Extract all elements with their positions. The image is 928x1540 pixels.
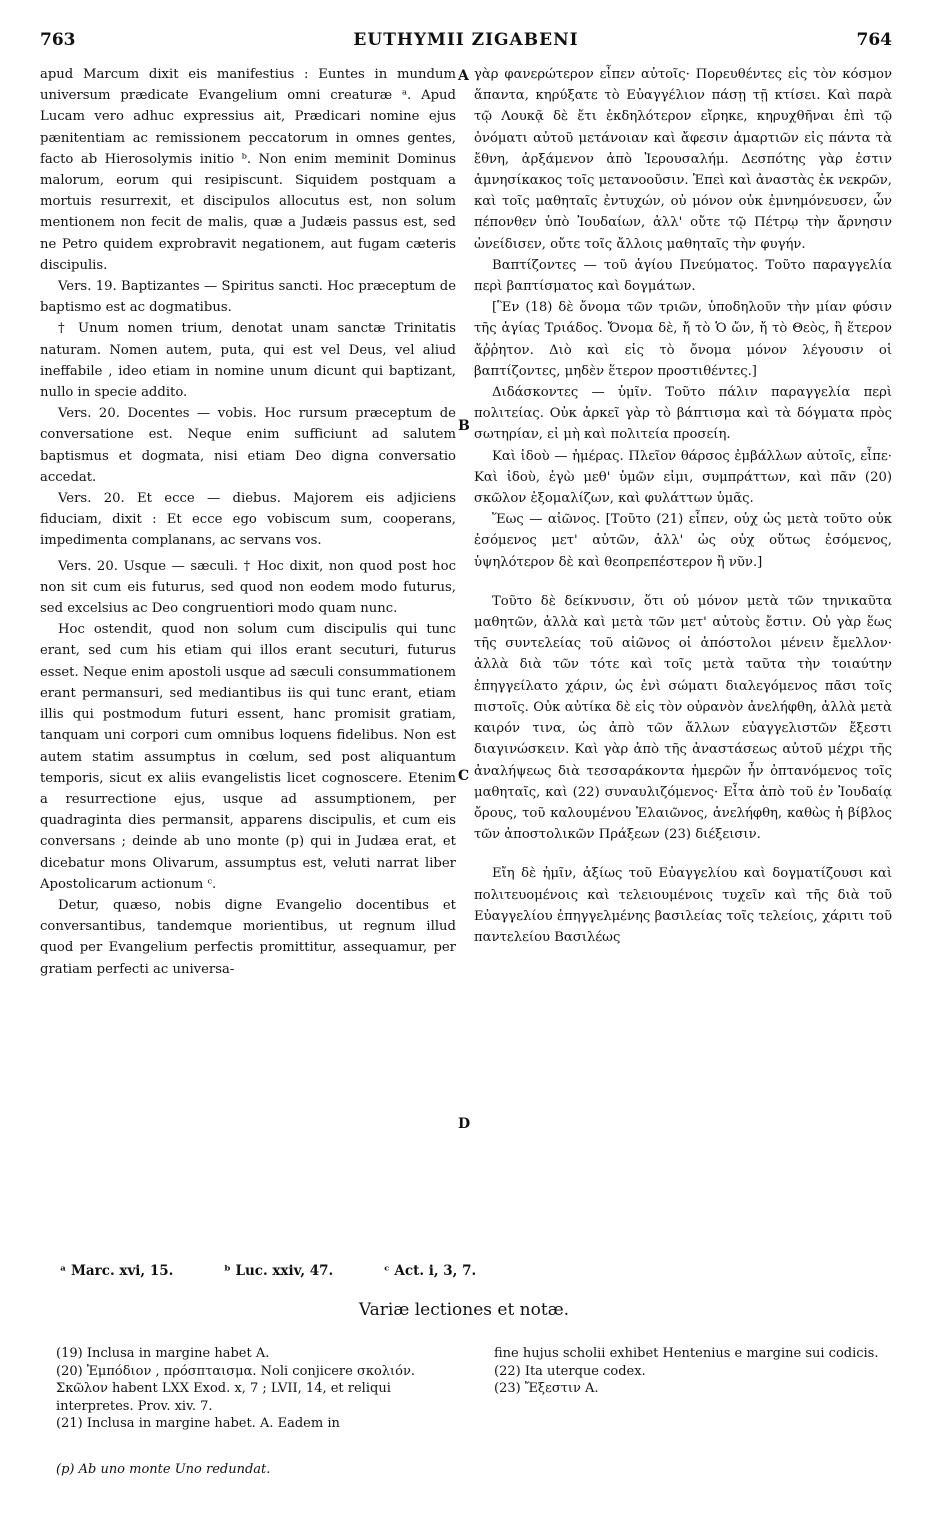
footnote: ᵃ Marc. xvi, 15. (60, 1263, 174, 1279)
note: (19) Inclusa in margine habet A. (56, 1346, 270, 1361)
latin-paragraph: Hoc ostendit, quod non solum cum discipulis qui tunc erant, sed cum his etiam qui illos erant secuturi, futurus esset. Neque enim apostoli usque ad sæculi consummationem erant permansuri, sed mediantibus iis qui tunc erant, etiam illis qui postmodum futuri essent, hanc promisit gratiam, tanquam uni corpori cum omnibus loquens fidelibus. Non est autem statim assumptus in cœlum, sed post aliquantum temporis, sicut ex aliis evangelistis licet cognoscere. Etenim a resurrectione ejus, usque ad assumptionem, per quadraginta dies permansit, apparens discipulis, et cum eis conversans ; deinde ab uno monte (p) qui in Judæa erat, et dicebatur mons Olivarum, assumptus est, veluti narrat liber Apostolicarum actionum ᶜ. (40, 622, 456, 892)
note: (23) Ἔξεστιν A. (494, 1381, 599, 1396)
greek-paragraph: Τοῦτο δὲ δείκνυσιν, ὅτι οὐ μόνον μετὰ τῶν τηνικαῦτα μαθητῶν, ἀλλὰ καὶ μετὰ τῶν μετ' αὐτοὺς ἔστιν. Οὐ γὰρ ἕως τῆς συντελείας τοῦ αἰῶνος οἱ ἀπόστολοι μένειν ἔμελλον· ἀλλὰ διὰ τῶν τότε καὶ τοῖς μετὰ ταῦτα τὴν τοιαύτην ἐπηγγείλατο χάριν, ὡς ἐνὶ σώματι διαλεγόμενος πᾶσι τοῖς πιστοῖς. Οὐκ αὐτίκα δὲ εἰς τὸν οὐρανὸν ἀνελήφθη, ἀλλὰ μετὰ καιρόν τινα, ὡς ἀπὸ τῶν ἄλλων εὐαγγελιστῶν ἔξεστι διαγινώσκειν. Καὶ γὰρ ἀπὸ τῆς ἀναστάσεως αὐτοῦ μέχρι τῆς ἀναλήψεως διὰ τεσσαράκοντα ἡμερῶν ἦν ὀπτανόμενος τοῖς μαθηταῖς, καὶ (22) συναυλιζόμενος· Εἶτα ἀπὸ τοῦ ἐν Ἰουδαίᾳ ὄρους, τοῦ καλουμένου Ἐλαιῶνος, ἀνελήφθη, καθὼς ἡ βίβλος τῶν ἀποστολικῶν Πράξεων (23) διέξεισιν. (474, 593, 892, 843)
footnotes (60, 1263, 860, 1279)
notes-left-column (56, 1345, 448, 1433)
page-number-left: 763 (40, 30, 76, 50)
greek-paragraph: γὰρ φανερώτερον εἶπεν αὐτοῖς· Πορευθέντες εἰς τὸν κόσμον ἅπαντα, κηρύξατε τὸ Εὐαγγέλιον πάσῃ τῇ κτίσει. Καὶ παρὰ τῷ Λουκᾷ δὲ ἔτι ἐκδηλότερον εἴρηκε, κηρυχθῆναι ἐπὶ τῷ ὀνόματι αὐτοῦ μετάνοιαν καὶ ἄφεσιν ἁμαρτιῶν εἰς πάντα τὰ ἔθνη, ἀρξάμενον ἀπὸ Ἱερουσαλήμ. Δεσπότης γὰρ ἐστιν ἀμνησίκακος τοῖς μετανοοῦσιν. Ἐπεὶ καὶ ἀναστὰς ἐκ νεκρῶν, καὶ τοῖς μαθηταῖς ἐντυχών, οὐ μόνον οὐκ ἐμνημόνευσεν, ὧν πέπονθεν ὑπὸ Ἰουδαίων, ἀλλ' οὔτε τῷ Πέτρῳ τὴν ἄρνησιν ὠνείδισεν, οὔτε τοῖς ἄλλοις μαθηταῖς τὴν φυγήν. (474, 67, 892, 252)
greek-paragraph: Καὶ ἰδοὺ — ἡμέρας. Πλεῖον θάρσος ἐμβάλλων αὐτοῖς, εἶπε· Καὶ ἰδοὺ, ἐγὼ μεθ' ὑμῶν εἰμι, συμπράττων, καὶ πᾶν (20) σκῶλον ἐξομαλίζων, καὶ φυλάττων ὑμᾶς. (474, 448, 892, 507)
latin-paragraph: † Unum nomen trium, denotat unam sanctæ Trinitatis naturam. Nomen autem, puta, qui est vel Deus, vel aliud ineffabile , ideo etiam in nomine unum dicunt qui baptizant, nullo in specie addito. (40, 321, 456, 401)
latin-paragraph: Detur, quæso, nobis digne Evangelio docentibus et conversantibus, tandemque morientibus, ut regnum illud quod per Evangelium perfectis promittitur, assequamur, per gratiam perfecti ac universa- (40, 897, 456, 977)
greek-paragraph: Βαπτίζοντες — τοῦ ἁγίου Πνεύματος. Τοῦτο παραγγελία περὶ βαπτίσματος καὶ δογμάτων. (474, 257, 892, 295)
page-number-right: 764 (856, 30, 892, 50)
greek-paragraph: Ἕως — αἰῶνος. [Τοῦτο (21) εἶπεν, οὐχ ὡς μετὰ τοῦτο οὐκ ἐσόμενος μετ' αὐτῶν, ἀλλ' ὡς οὐχ οὕτως ἐσόμενος, ὑψηλότερον δὲ καὶ θεοπρεπέστερον ἢ νῦν.] (474, 512, 892, 570)
note: fine hujus scholii exhibet Hentenius e margine sui codicis. (494, 1346, 879, 1361)
greek-paragraph: [Ἓν (18) δὲ ὄνομα τῶν τριῶν, ὑποδηλοῦν τὴν μίαν φύσιν τῆς ἁγίας Τριάδος. Ὄνομα δὲ, ἤ τὸ Ὁ ὤν, ἤ τὸ Θεὸς, ἢ ἕτερον ἄῤῥητον. Διὸ καὶ εἰς τὸ ὄνομα μόνον λέγουσιν οἱ βαπτίζοντες, μηδὲν ἕτερον προστιθέντες.] (474, 300, 892, 379)
latin-paragraph: apud Marcum dixit eis manifestius : Euntes in mundum universum prædicate Evangelium omni creaturæ ᵃ. Apud Lucam vero adhuc expressius ait, Prædicari nomine ejus pænitentiam ac remissionem peccatorum in omnes gentes, facto ab Hierosolymis initio ᵇ. Non enim meminit Dominus malorum, eorum qui resipiscunt. Siquidem postquam a mortuis resurrexit, et discipulos allocutus est, non solum mentionem non fecit de malis, quæ a Judæis passus est, sed ne Petro quidem exprobravit negationem, aut fugam cæteris discipulis. (40, 67, 456, 273)
latin-paragraph: Vers. 19. Baptizantes — Spiritus sancti. Hoc præceptum de baptismo est ac dogmatibus. (40, 279, 456, 316)
margin-marker-d: D (458, 1116, 471, 1132)
latin-paragraph: Vers. 20. Docentes — vobis. Hoc rursum præceptum de conversatione est. Neque enim sufficiunt ad salutem baptismus et dogmata, nisi etiam Deo digna conversatio accedat. (40, 406, 456, 485)
latin-paragraph: Vers. 20. Usque — sæculi. † Hoc dixit, non quod post hoc non sit cum eis futurus, sed quod non eodem modo futurus, sed excelsius ac Deo congruentiori modo quam nunc. (40, 558, 456, 617)
footnote: ᶜ Act. i, 3, 7. (383, 1263, 477, 1279)
notes-right-column (494, 1345, 894, 1398)
note: (22) Ita uterque codex. (494, 1363, 646, 1379)
margin-marker-b: B (458, 418, 470, 434)
greek-paragraph: Εἴη δὲ ἡμῖν, ἀξίως τοῦ Εὐαγγελίου καὶ δογματίζουσι καὶ πολιτευομένοις καὶ τελειουμένοις τυχεῖν καὶ τῆς διὰ τοῦ Εὐαγγελίου ἐπηγγελμένης βασιλείας τοῖς τελείοις, χάριτι τοῦ παντελείου Βασιλέως (474, 866, 892, 945)
running-title: EUTHYMII ZIGABENI (353, 30, 579, 50)
note: (21) Inclusa in margine habet. A. Eadem in (56, 1416, 340, 1431)
latin-column (40, 64, 456, 980)
variae-lectiones-heading: Variæ lectiones et notæ. (358, 1300, 570, 1320)
greek-column (474, 64, 892, 948)
margin-marker-a: A (458, 68, 469, 84)
page-header (40, 30, 892, 56)
footnote: ᵇ Luc. xxiv, 47. (224, 1263, 334, 1279)
margin-marker-c: C (458, 768, 470, 784)
latin-paragraph: Vers. 20. Et ecce — diebus. Majorem eis adjiciens fiduciam, dixit : Et ecce ego vobiscum sum, cooperans, impedimenta complanans, ac servans vos. (40, 491, 456, 549)
greek-paragraph: Διδάσκοντες — ὑμῖν. Τοῦτο πάλιν παραγγελία περὶ πολιτείας. Οὐκ ἀρκεῖ γὰρ τὸ βάπτισμα καὶ τὰ δόγματα πρὸς σωτηρίαν, εἰ μὴ καὶ πολιτεία προσείη. (474, 385, 892, 443)
bottom-note: (p) Ab uno monte Uno redundat. (56, 1462, 271, 1477)
note: (20) Ἐμπόδιον , πρόσπταισμα. Noli conjicere σκολιόν. Σκῶλον habent LXX Exod. x, 7 ; LVII, 14, et reliqui interpretes. Prov. xiv. 7. (56, 1363, 415, 1414)
